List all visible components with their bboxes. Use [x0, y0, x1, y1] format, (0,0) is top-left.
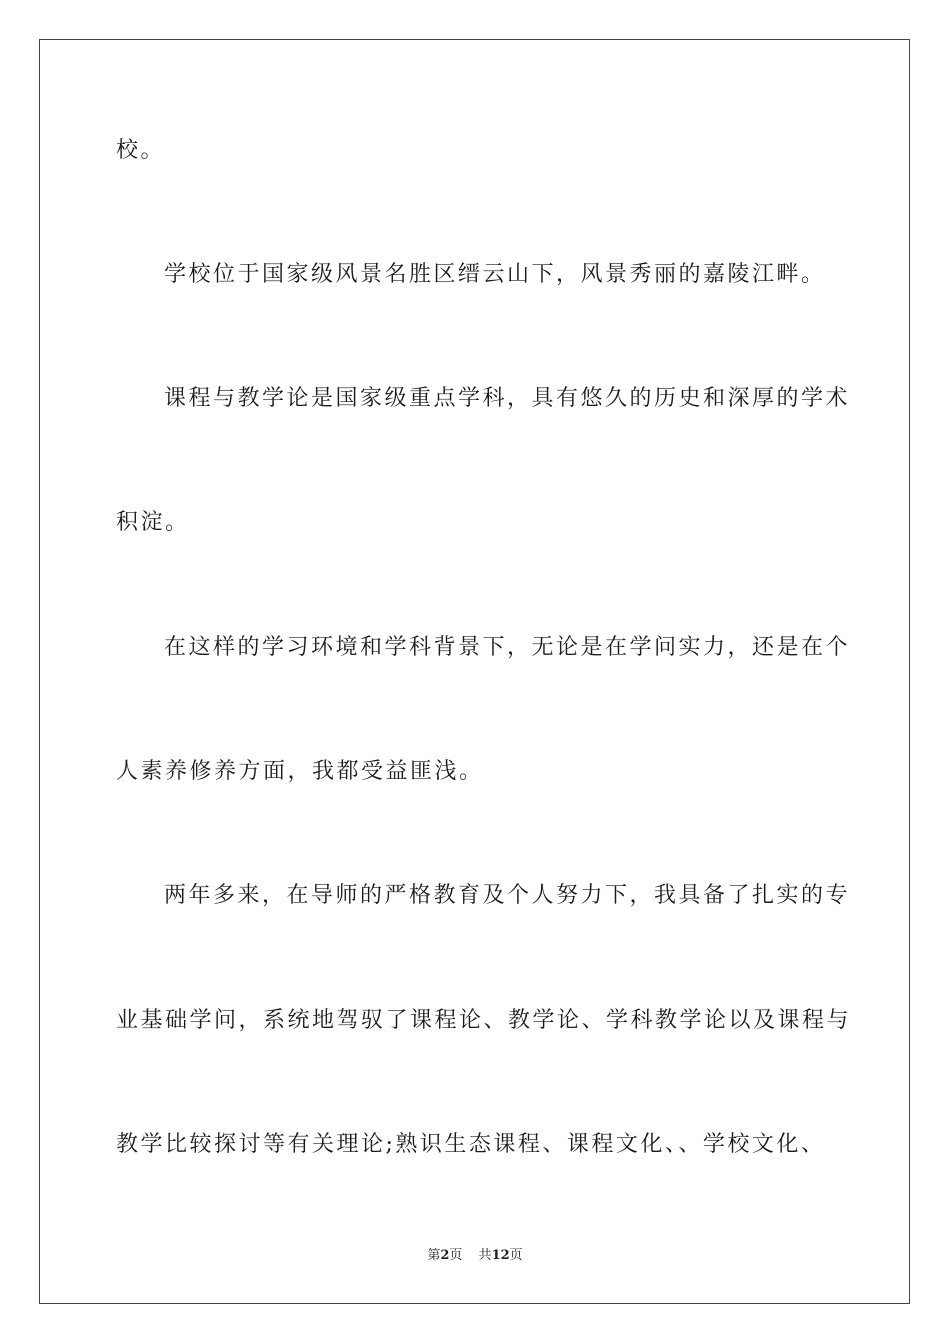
text-line-1: 校。: [116, 138, 166, 163]
text-line-4: 积淀。: [116, 510, 190, 535]
total-pages-indicator: 共12页: [478, 1248, 523, 1263]
text-line-5: 在这样的学习环境和学科背景下，无论是在学问实力，还是在个: [164, 635, 851, 660]
text-line-2: 学校位于国家级风景名胜区缙云山下，风景秀丽的嘉陵江畔。: [164, 262, 826, 287]
text-line-9: 教学比较探讨等有关理论;熟识生态课程、课程文化、、学校文化、: [116, 1132, 826, 1157]
text-line-6: 人素养修养方面，我都受益匪浅。: [116, 759, 484, 784]
text-line-8: 业基础学问，系统地驾驭了课程论、教学论、学科教学论以及课程与: [116, 1008, 852, 1033]
text-line-7: 两年多来，在导师的严格教育及个人努力下，我具备了扎实的专: [164, 883, 851, 908]
text-line-3: 课程与教学论是国家级重点学科，具有悠久的历史和深厚的学术: [164, 386, 851, 411]
page-frame: [39, 39, 910, 1304]
current-page-indicator: 第2页: [427, 1248, 463, 1263]
page-footer: [0, 1247, 950, 1265]
